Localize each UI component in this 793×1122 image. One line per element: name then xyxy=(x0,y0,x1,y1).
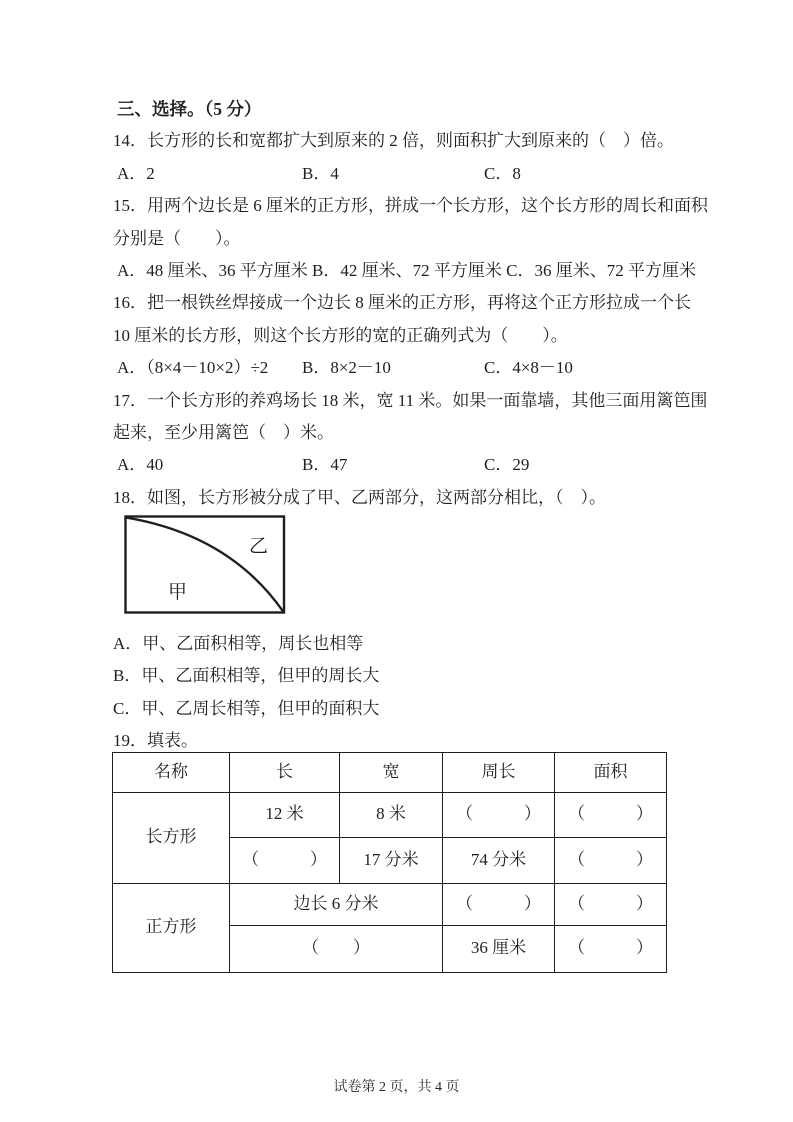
cell-r4-area-blank: （ ） xyxy=(555,925,667,972)
q17-option-a: A．40 xyxy=(117,455,164,475)
cell-r3-side: 边长 6 分米 xyxy=(230,883,443,925)
cell-r2-perimeter: 74 分米 xyxy=(443,837,555,883)
header-area: 面积 xyxy=(555,752,667,792)
cell-r2-width: 17 分米 xyxy=(340,837,443,883)
header-length: 长 xyxy=(230,752,340,792)
cell-r4-side-blank: （ ） xyxy=(230,925,443,972)
cell-r1-length: 12 米 xyxy=(230,792,340,837)
header-name: 名称 xyxy=(113,752,230,792)
header-perimeter: 周长 xyxy=(443,752,555,792)
q18-option-c: C．甲、乙周长相等，但甲的面积大 xyxy=(113,698,380,718)
cell-r4-perimeter: 36 厘米 xyxy=(443,925,555,972)
fill-in-table xyxy=(112,752,667,973)
rectangle-diagram xyxy=(124,515,286,615)
table-row xyxy=(113,883,667,925)
header-width: 宽 xyxy=(340,752,443,792)
cell-r3-area-blank: （ ） xyxy=(555,883,667,925)
question-14-text: 14．长方形的长和宽都扩大到原来的 2 倍，则面积扩大到原来的（ ）倍。 xyxy=(113,131,674,151)
cell-rectangle-label: 长方形 xyxy=(113,792,230,883)
q18-option-a: A．甲、乙面积相等，周长也相等 xyxy=(113,634,364,654)
q16-option-a: A．（8×4－10×2）÷2 xyxy=(117,358,269,378)
table-row xyxy=(113,792,667,837)
figure-label-yi: 乙 xyxy=(249,536,269,558)
question-19-text: 19．填表。 xyxy=(113,731,198,751)
rectangle-outline xyxy=(126,517,285,613)
question-18-figure xyxy=(124,515,286,615)
section-title: 三、选择。（5 分） xyxy=(117,99,262,119)
cell-r1-width: 8 米 xyxy=(340,792,443,837)
cell-square-label: 正方形 xyxy=(113,883,230,972)
question-18-text: 18．如图，长方形被分成了甲、乙两部分，这两部分相比，（ ）。 xyxy=(113,487,606,507)
question-17-options xyxy=(112,449,712,481)
cell-r2-area-blank: （ ） xyxy=(555,837,667,883)
cell-r1-perimeter-blank: （ ） xyxy=(443,792,555,837)
question-15-text-line1: 15．用两个边长是 6 厘米的正方形，拼成一个长方形，这个长方形的周长和面积 xyxy=(113,196,708,216)
q14-option-a: A．2 xyxy=(117,163,155,183)
question-17-text-line2: 起来，至少用篱笆（ ）米。 xyxy=(113,422,334,442)
table-header-row xyxy=(113,752,667,792)
q14-option-b: B．4 xyxy=(302,163,339,183)
page-content xyxy=(112,93,712,973)
figure-label-jia: 甲 xyxy=(168,582,188,604)
question-15-text-line2: 分别是（ ）。 xyxy=(113,228,241,248)
question-14-options xyxy=(112,158,712,190)
question-16-text-line1: 16．把一根铁丝焊接成一个边长 8 厘米的正方形，再将这个正方形拉成一个长 xyxy=(113,293,691,313)
cell-r2-length-blank: （ ） xyxy=(230,837,340,883)
page-footer: 试卷第 2 页，共 4 页 xyxy=(333,1080,460,1095)
q14-option-c: C．8 xyxy=(484,163,521,183)
q17-option-c: C．29 xyxy=(484,455,530,475)
question-17-text-line1: 17．一个长方形的养鸡场长 18 米，宽 11 米。如果一面靠墙，其他三面用篱笆围 xyxy=(113,390,708,410)
question-15-options: A．48 厘米、36 平方厘米 B．42 厘米、72 平方厘米 C．36 厘米、72 平方厘米 xyxy=(117,260,696,280)
q16-option-b: B．8×2－10 xyxy=(302,358,391,378)
question-16-options xyxy=(112,352,712,384)
q17-option-b: B．47 xyxy=(302,455,348,475)
cell-r3-perimeter-blank: （ ） xyxy=(443,883,555,925)
q16-option-c: C．4×8－10 xyxy=(484,358,573,378)
cell-r1-area-blank: （ ） xyxy=(555,792,667,837)
question-16-text-line2: 10 厘米的长方形，则这个长方形的宽的正确列式为（ ）。 xyxy=(113,325,568,345)
q18-option-b: B．甲、乙面积相等，但甲的周长大 xyxy=(113,666,380,686)
dividing-curve xyxy=(126,518,284,613)
